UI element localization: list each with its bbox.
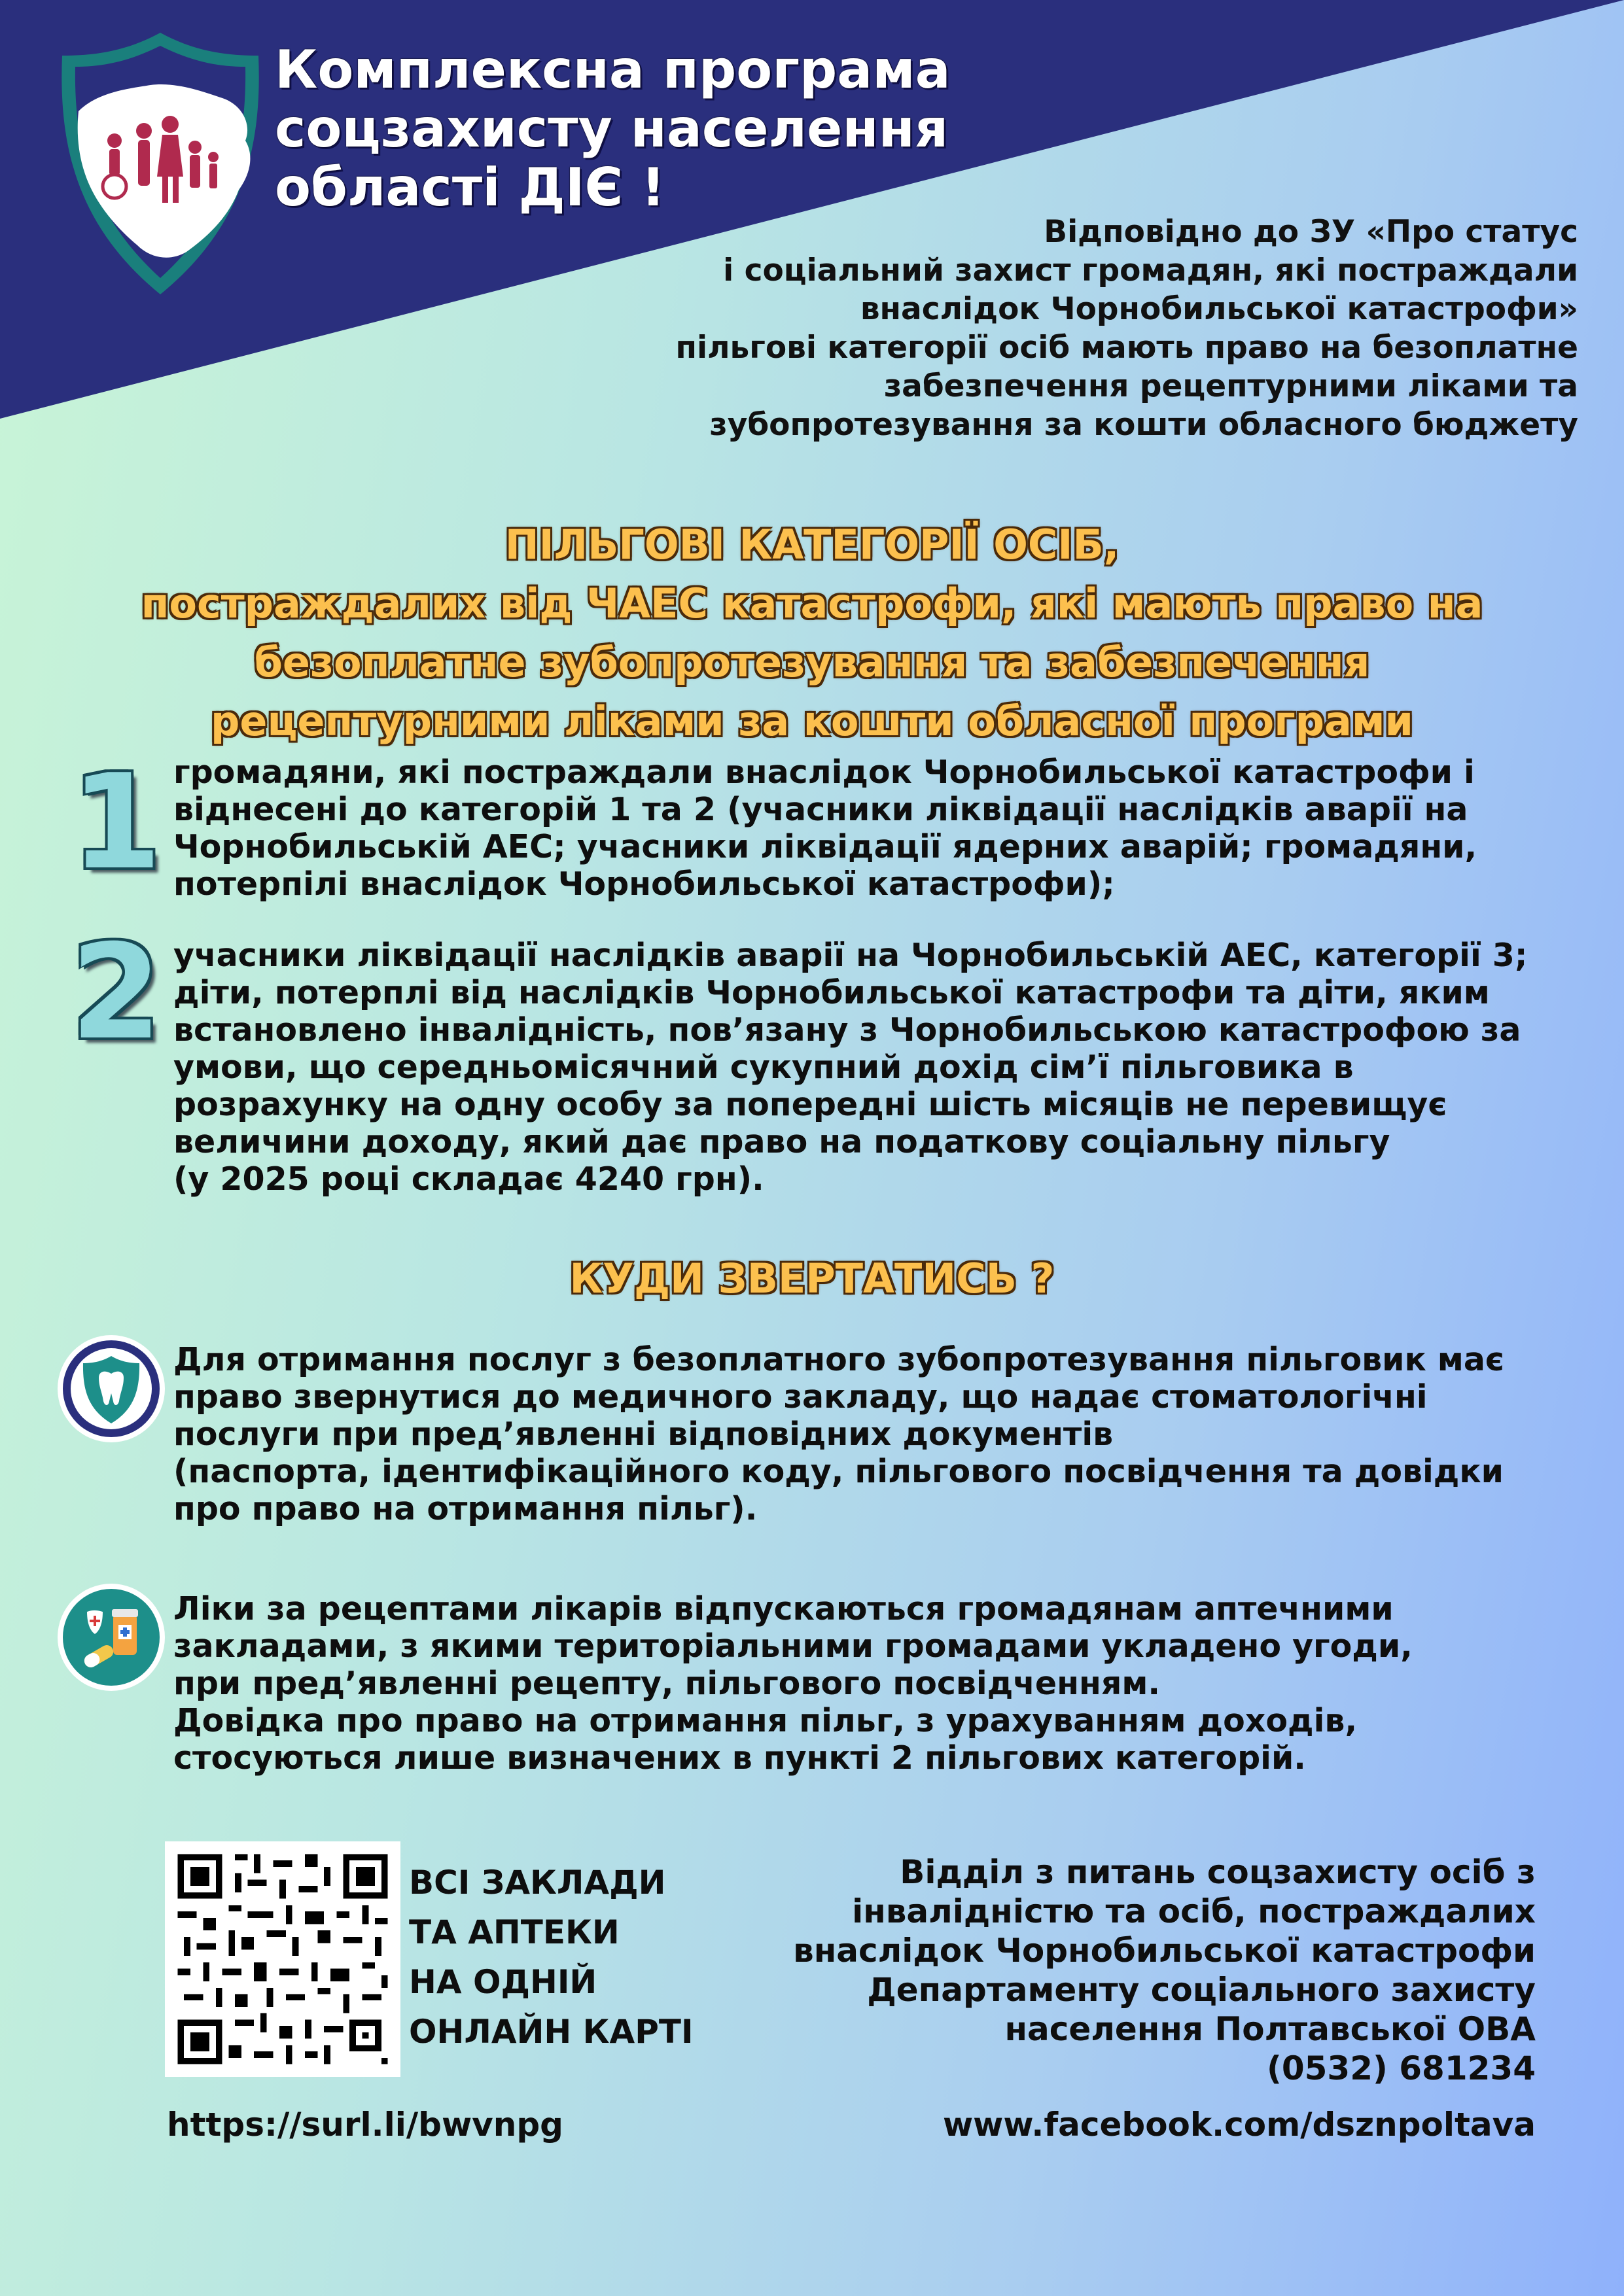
info-line: послуги при пред’явленні відповідних документів (173, 1416, 1114, 1453)
info-line: (паспорта, ідентифікаційного коду, пільгового посвідчення та довідки (173, 1453, 1504, 1490)
qr-label-line: ОНЛАЙН КАРТІ (409, 2013, 694, 2051)
category-text (173, 937, 1600, 1198)
category-line: розрахунку на одну особу за попередні шість місяців не перевищує (173, 1086, 1447, 1123)
info-line: право звернутися до медичного закладу, що надає стоматологічні (173, 1378, 1428, 1416)
category-line: Чорнобильській АЕС; учасники ліквідації ядерних аварій; громадяни, (173, 828, 1477, 865)
intro-line: зубопротезування за кошти обласного бюджету (709, 407, 1578, 443)
facebook-link[interactable]: www.facebook.com/dsznpoltava (942, 2106, 1536, 2144)
category-number: 2 (71, 916, 162, 1069)
category-line: віднесені до категорій 1 та 2 (учасники ліквідації наслідків аварії на (173, 791, 1468, 828)
heading-line: ПІЛЬГОВІ КАТЕГОРІЇ ОСІБ, (504, 521, 1120, 568)
map-link[interactable]: https://surl.li/bwvnpg (167, 2106, 563, 2144)
intro-line: внаслідок Чорнобильської катастрофи» (860, 291, 1578, 327)
logo-shield-icon (52, 26, 268, 301)
heading-line: рецептурними ліками за кошти обласної програми (211, 697, 1413, 745)
title-line: області ДІЄ ! (275, 157, 665, 218)
category-line: величини доходу, який дає право на податкову соціальну пільгу (173, 1123, 1390, 1160)
tooth-shield-icon (56, 1333, 167, 1444)
info-line: про право на отримання пільг). (173, 1490, 758, 1527)
dental-text (173, 1341, 1600, 1527)
category-line: громадяни, які постраждали внаслідок Чорнобильської катастрофи і (173, 754, 1475, 791)
info-line: Довідка про право на отримання пільг, з урахуванням доходів, (173, 1702, 1358, 1739)
intro-line: пільгові категорії осіб мають право на безоплатне (675, 330, 1578, 366)
dept-line: внаслідок Чорнобильської катастрофи (793, 1932, 1536, 1970)
info-line: Для отримання послуг з безоплатного зубопротезування пільговик має (173, 1341, 1504, 1378)
intro-text (531, 213, 1578, 444)
intro-line: Відповідно до ЗУ «Про статус (1044, 214, 1578, 250)
qr-label (409, 1858, 694, 2057)
medicine-icon (56, 1582, 167, 1693)
department-contact (685, 1852, 1536, 2088)
heading-line: безоплатне зубопротезування та забезпечення (254, 638, 1370, 686)
program-title (275, 41, 1093, 217)
intro-line: і соціальний захист громадян, які постраждали (723, 252, 1578, 288)
qr-code[interactable] (165, 1841, 400, 2077)
dept-line: населення Полтавської ОВА (1004, 2010, 1536, 2048)
categories-heading (0, 515, 1624, 751)
category-line: діти, потерплі від наслідків Чорнобильської катастрофи та діти, яким (173, 974, 1490, 1011)
heading-line: постраждалих від ЧАЕС катастрофи, які мають право на (141, 580, 1483, 627)
info-line: Ліки за рецептами лікарів відпускаються громадянам аптечними (173, 1590, 1394, 1627)
category-text (173, 754, 1600, 903)
info-line: стосуються лише визначених в пункті 2 пільгових категорій. (173, 1739, 1306, 1777)
dept-phone: (0532) 681234 (1266, 2049, 1536, 2087)
title-line: соцзахисту населення (275, 98, 949, 159)
dept-line: інвалідністю та осіб, постраждалих (852, 1892, 1536, 1930)
intro-line: забезпечення рецептурними ліками та (883, 368, 1578, 404)
category-line: учасники ліквідації наслідків аварії на Чорнобильській АЕС, категорії 3; (173, 937, 1528, 974)
info-line: при пред’явленні рецепту, пільгового посвідченням. (173, 1665, 1160, 1702)
qr-label-line: ВСІ ЗАКЛАДИ (409, 1864, 666, 1902)
category-line: умови, що середньомісячний сукупний дохід сім’ї пільговика в (173, 1049, 1354, 1086)
category-number: 1 (71, 746, 162, 899)
info-line: закладами, з якими територіальними громадами укладено угоди, (173, 1627, 1413, 1665)
qr-label-line: НА ОДНІЙ (409, 1963, 597, 2001)
category-line: встановлено інвалідність, пов’язану з Чорнобильською катастрофою за (173, 1011, 1521, 1049)
dept-line: Відділ з питань соцзахисту осіб з (900, 1853, 1536, 1891)
category-line: потерпілі внаслідок Чорнобильської катастрофи); (173, 865, 1115, 903)
qr-label-line: ТА АПТЕКИ (409, 1913, 620, 1951)
medicine-text (173, 1590, 1600, 1777)
category-line: (у 2025 році складає 4240 грн). (173, 1160, 764, 1198)
where-heading (0, 1253, 1624, 1305)
title-line: Комплексна програма (275, 39, 951, 100)
heading-line: КУДИ ЗВЕРТАТИСЬ ? (569, 1255, 1055, 1302)
dept-line: Департаменту соціального захисту (867, 1971, 1536, 2009)
